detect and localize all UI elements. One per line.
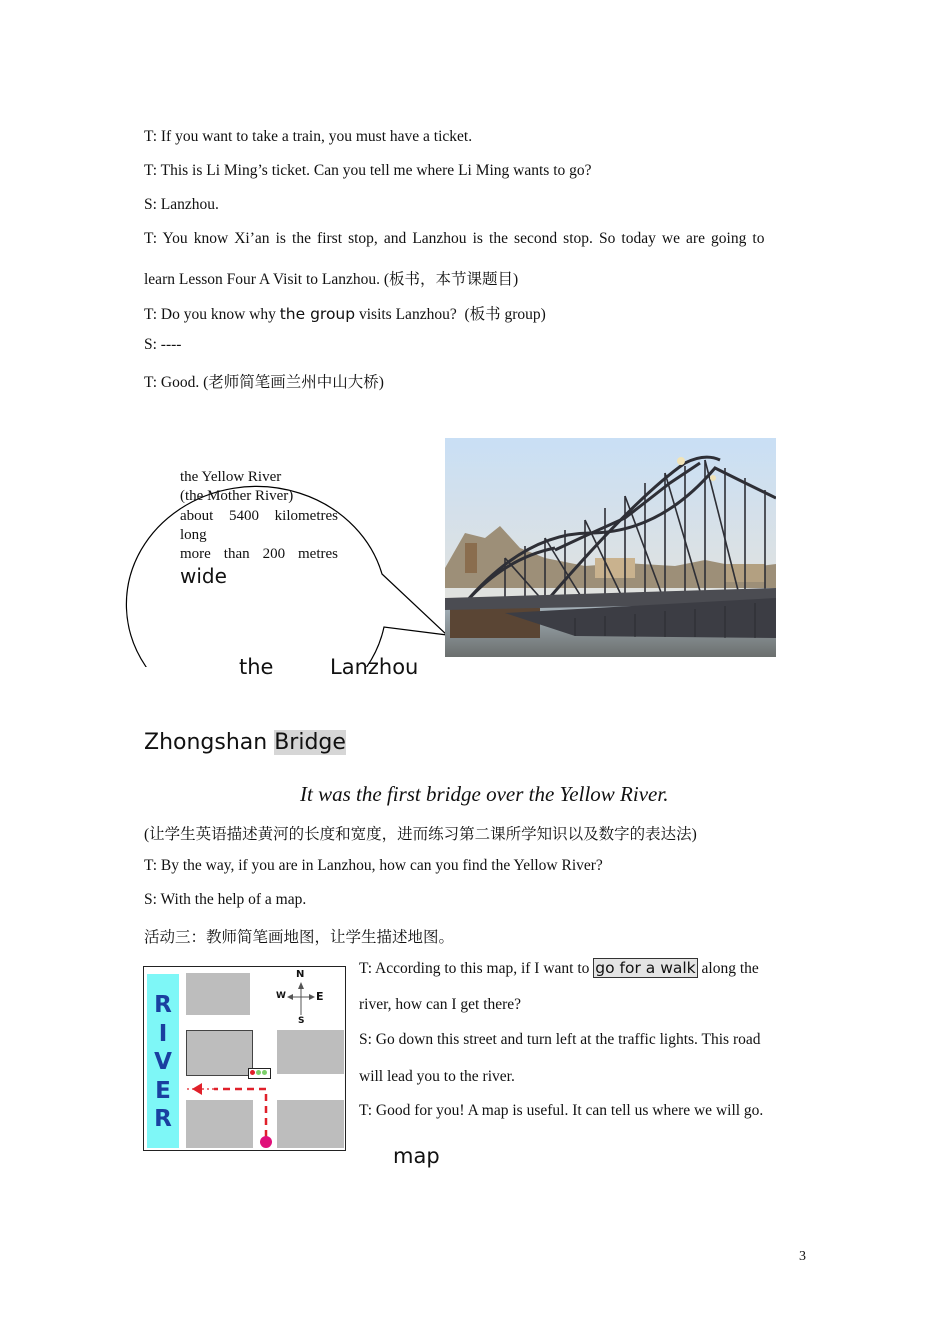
compass-w: W — [276, 991, 286, 1001]
bubble-word: more — [180, 546, 211, 563]
map-caption: map — [393, 1144, 440, 1168]
compass-n: N — [296, 969, 305, 980]
bubble-word: metres — [298, 546, 338, 563]
line-help-map: S: With the help of a map. — [144, 891, 307, 908]
go-for-a-walk-phrase: go for a walk — [595, 959, 696, 977]
first-bridge-sentence: It was the first bridge over the Yellow River. — [300, 782, 669, 806]
bridge-photo — [445, 438, 776, 657]
river-letter: V — [154, 1049, 172, 1075]
river-letter: E — [155, 1077, 171, 1104]
line-s-dashes: S: ---- — [144, 336, 182, 353]
compass-e: E — [316, 990, 324, 1003]
the-group-phrase: the group — [279, 305, 356, 323]
bubble-word: than — [223, 546, 250, 563]
river-letter: I — [158, 1020, 168, 1047]
zhongshan-bridge-heading — [144, 730, 346, 755]
line-first-stop-text: T: You know Xi’an is the first stop, and Lanzhou is the second stop. So today we are going to — [144, 230, 765, 247]
along-the-text: along the — [697, 960, 759, 977]
map-line-3: S: Go down this street and turn left at the traffic lights. This road — [359, 1031, 761, 1048]
bubble-word: kilometres — [274, 507, 338, 524]
line-li-ming-ticket: T: This is Li Ming’s ticket. Can you tell me where Li Ming wants to go? — [144, 162, 592, 179]
map-dialogue — [359, 958, 806, 1135]
bubble-width — [180, 545, 338, 564]
map-drawing — [143, 966, 346, 1151]
according-text: T: According to this map, if I want to — [359, 960, 594, 977]
bubble-word: 5400 — [229, 507, 259, 524]
river-letter: R — [154, 992, 172, 1018]
line-activity-three: 活动三：教师简笔画地图，让学生描述地图。 — [144, 929, 455, 946]
bubble-long: long — [180, 526, 207, 543]
line-s-lanzhou: S: Lanzhou. — [144, 196, 219, 213]
line-lesson-four: learn Lesson Four A Visit to Lanzhou. (板书，本节课题目) — [144, 271, 519, 288]
caption-lanzhou: Lanzhou — [330, 655, 419, 679]
page-number: 3 — [799, 1249, 806, 1264]
bubble-text — [180, 468, 338, 588]
map-line-1-text — [359, 958, 759, 995]
why-group-suffix: visits Lanzhou? (板书 group) — [355, 306, 546, 323]
map-line-4: will lead you to the river. — [359, 1068, 515, 1085]
river-letter: R — [154, 1106, 172, 1132]
map-line-5: T: Good for you! A map is useful. It can tell us where we will go. — [359, 1102, 764, 1119]
line-first-stop — [144, 230, 806, 248]
bubble-word: 200 — [262, 546, 286, 563]
bubble-word: about — [180, 507, 214, 524]
bubble-mother-river: (the Mother River) — [180, 488, 294, 505]
bubble-length — [180, 507, 338, 526]
why-group-prefix: T: Do you know why — [144, 306, 280, 323]
line-find-river: T: By the way, if you are in Lanzhou, how can you find the Yellow River? — [144, 857, 603, 874]
map-line-2: river, how can I get there? — [359, 996, 522, 1013]
heading-bridge: Bridge — [274, 730, 346, 755]
line-good-drawing: T: Good. (老师简笔画兰州中山大桥) — [144, 374, 384, 391]
heading-zhongshan: Zhongshan — [144, 730, 275, 755]
line-why-group — [144, 302, 546, 324]
compass-rose-icon — [284, 981, 318, 1017]
line-chinese-instruction: (让学生英语描述黄河的长度和宽度，进而练习第二课所学知识以及数字的表达法) — [144, 826, 697, 843]
map-line-1 — [359, 958, 806, 995]
caption-the: the — [239, 655, 274, 679]
bubble-yellow-river: the Yellow River — [180, 469, 282, 485]
compass-s: S — [298, 1016, 305, 1026]
bubble-wide: wide — [180, 564, 227, 589]
line-ticket: T: If you want to take a train, you must have a ticket. — [144, 128, 473, 145]
